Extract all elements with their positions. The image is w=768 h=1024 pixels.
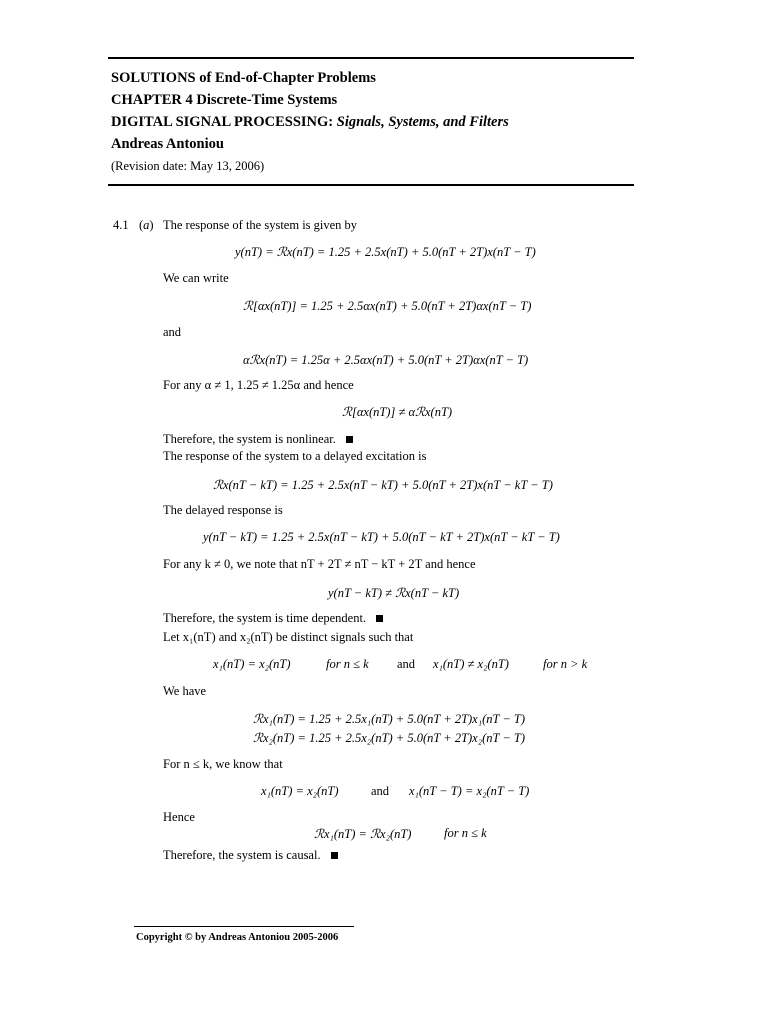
top-rule bbox=[108, 57, 634, 59]
header-revision-date: (Revision date: May 13, 2006) bbox=[111, 159, 265, 173]
para-time-dependent bbox=[163, 611, 383, 626]
equation-nonlinear: ℛ[αx(nT)] ≠ αℛx(nT) bbox=[342, 405, 453, 419]
header-line-book bbox=[111, 114, 509, 131]
equation-signals-equal: x₁(nT) = x₂(nT) bbox=[213, 657, 291, 671]
para-and: and bbox=[163, 325, 182, 339]
header-author: Andreas Antoniou bbox=[111, 136, 224, 152]
condition-n-gt-k: for n > k bbox=[543, 657, 588, 671]
para-response: The response of the system is given by bbox=[163, 218, 358, 232]
time-dependent-text: Therefore, the system is time dependent. bbox=[163, 611, 367, 625]
equation-delayed-equal: x₁(nT − T) = x₂(nT − T) bbox=[409, 784, 530, 798]
qed-square-icon bbox=[331, 852, 338, 859]
condition-n-le-k: for n ≤ k bbox=[326, 657, 369, 671]
part-label: (a) bbox=[139, 218, 154, 232]
equation-time-dependent: y(nT − kT) ≠ ℛx(nT − kT) bbox=[328, 586, 460, 600]
header-line-chapter: CHAPTER 4 Discrete-Time Systems bbox=[111, 92, 338, 108]
para-distinct-signals: Let x₁(nT) and x₂(nT) be distinct signals such that bbox=[163, 630, 414, 644]
footer-rule bbox=[134, 926, 354, 927]
book-title-italic: Signals, Systems, and Filters bbox=[336, 114, 509, 130]
para-for-any-alpha: For any α ≠ 1, 1.25 ≠ 1.25α and hence bbox=[163, 378, 354, 392]
equation-response-x1: ℛx₁(nT) = 1.25 + 2.5x₁(nT) + 5.0(nT + 2T)x₁(nT − T) bbox=[253, 712, 526, 726]
equation-delayed-response: y(nT − kT) = 1.25 + 2.5x(nT − kT) + 5.0(nT − kT + 2T)x(nT − kT − T) bbox=[203, 530, 560, 544]
nonlinear-text: Therefore, the system is nonlinear. bbox=[163, 432, 336, 446]
equation-scaled-output: αℛx(nT) = 1.25α + 2.5αx(nT) + 5.0(nT + 2T)αx(nT − T) bbox=[243, 353, 529, 367]
conjunction-and: and bbox=[397, 657, 416, 671]
equation-x1-eq-x2: x₁(nT) = x₂(nT) bbox=[261, 784, 339, 798]
equation-response-x2: ℛx₂(nT) = 1.25 + 2.5x₂(nT) + 5.0(nT + 2T)x₂(nT − T) bbox=[253, 731, 526, 745]
equation-responses-equal: ℛx₁(nT) = ℛx₂(nT) bbox=[314, 827, 412, 841]
problem-number: 4.1 bbox=[113, 218, 129, 232]
equation-signals-differ: x₁(nT) ≠ x₂(nT) bbox=[433, 657, 509, 671]
header-line-solutions: SOLUTIONS of End-of-Chapter Problems bbox=[111, 70, 376, 86]
para-delayed-excitation: The response of the system to a delayed excitation is bbox=[163, 449, 427, 463]
footer-copyright: Copyright © by Andreas Antoniou 2005-2006 bbox=[136, 932, 339, 943]
equation-delayed-excitation: ℛx(nT − kT) = 1.25 + 2.5x(nT − kT) + 5.0(nT + 2T)x(nT − kT − T) bbox=[213, 478, 553, 492]
book-title-prefix: DIGITAL SIGNAL PROCESSING: bbox=[111, 114, 337, 130]
qed-square-icon bbox=[346, 436, 353, 443]
equation-response: y(nT) = ℛx(nT) = 1.25 + 2.5x(nT) + 5.0(nT + 2T)x(nT − T) bbox=[235, 245, 536, 259]
para-delayed-response: The delayed response is bbox=[163, 503, 283, 517]
equation-scaled-input: ℛ[αx(nT)] = 1.25 + 2.5αx(nT) + 5.0(nT + 2T)αx(nT − T) bbox=[243, 299, 532, 313]
conjunction-and-2: and bbox=[371, 784, 390, 798]
para-for-n-le-k: For n ≤ k, we know that bbox=[163, 757, 283, 771]
para-nonlinear bbox=[163, 432, 353, 447]
part-letter: a bbox=[143, 218, 150, 232]
header-bottom-rule bbox=[108, 184, 634, 186]
para-we-have: We have bbox=[163, 684, 207, 698]
condition-n-le-k-2: for n ≤ k bbox=[444, 826, 487, 840]
para-for-any-k: For any k ≠ 0, we note that nT + 2T ≠ nT − kT + 2T and hence bbox=[163, 557, 476, 571]
qed-square-icon bbox=[376, 615, 383, 622]
para-we-can-write: We can write bbox=[163, 271, 229, 285]
para-causal bbox=[163, 848, 338, 863]
causal-text: Therefore, the system is causal. bbox=[163, 848, 321, 862]
para-hence: Hence bbox=[163, 810, 195, 824]
